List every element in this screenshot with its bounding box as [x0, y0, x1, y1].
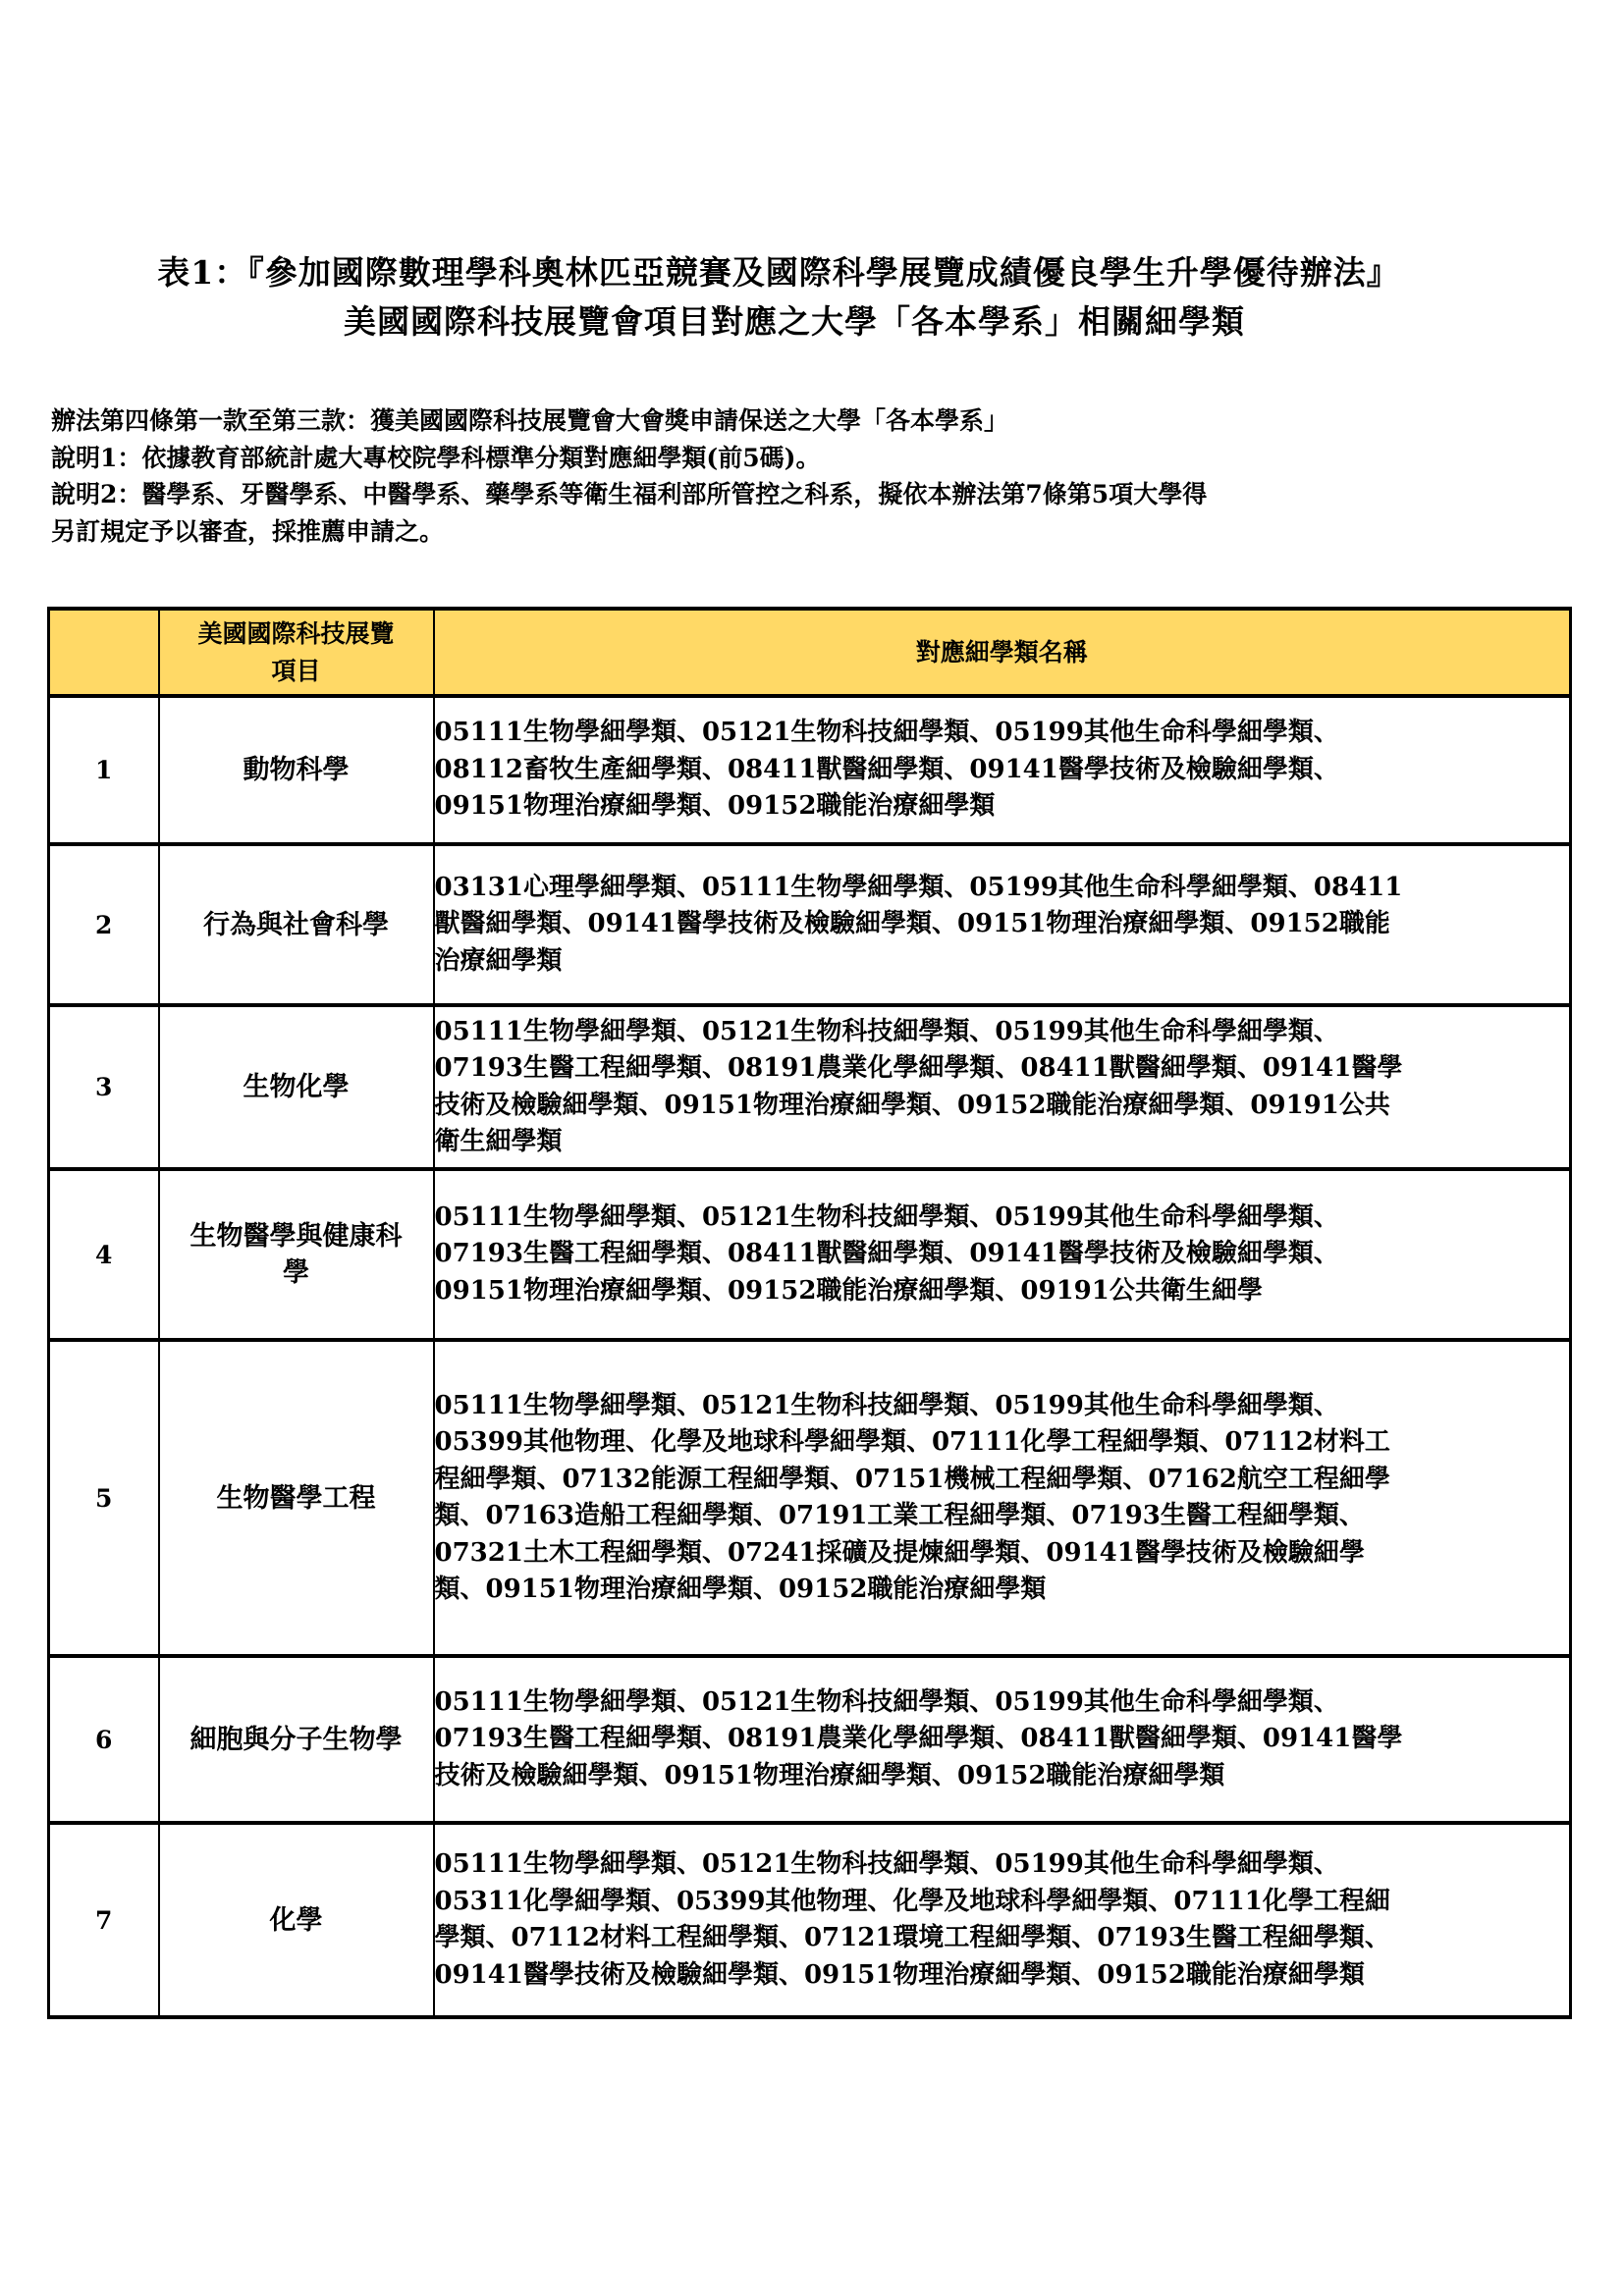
row-categories: [434, 844, 1571, 1005]
document-title-line-1: 表1：『參加國際數理學科奧林匹亞競賽及國際科學展覽成績優良學生升學優待辦法』: [157, 253, 1400, 292]
row-item: [159, 1005, 434, 1169]
notes-section: [51, 402, 1583, 550]
category-line: 技術及檢驗細學類、09151物理治療細學類、09152職能治療細學類、09191公共: [434, 1090, 1390, 1120]
category-line: 03131心理學細學類、05111生物學細學類、05199其他生命科學細學類、08411: [434, 872, 1403, 902]
row-item-line: 細胞與分子生物學: [189, 1724, 403, 1755]
category-line: 07193生醫工程細學類、08191農業化學細學類、08411獸醫細學類、09141醫學: [434, 1053, 1403, 1083]
header-item: [159, 609, 434, 696]
row-item: [159, 1656, 434, 1823]
category-line: 治療細學類: [434, 945, 563, 976]
table-row: [49, 1169, 1571, 1340]
row-item-line: 生物醫學工程: [216, 1482, 376, 1514]
header-categories: 對應細學類名稱: [434, 609, 1571, 696]
row-item-line: 生物化學: [243, 1072, 350, 1102]
category-line: 05399其他物理、化學及地球科學細學類、07111化學工程細學類、07112材料工: [434, 1427, 1390, 1457]
row-categories: [434, 1340, 1571, 1656]
table-body: [49, 696, 1571, 2017]
category-line: 05111生物學細學類、05121生物科技細學類、05199其他生命科學細學類、: [434, 718, 1339, 748]
row-item: [159, 844, 434, 1005]
category-line: 07193生醫工程細學類、08191農業化學細學類、08411獸醫細學類、09141醫學: [434, 1724, 1403, 1754]
table-row: [49, 1340, 1571, 1656]
table-row: [49, 844, 1571, 1005]
category-line: 09151物理治療細學類、09152職能治療細學類、09191公共衛生細學: [434, 1275, 1263, 1306]
row-item: [159, 1823, 434, 2017]
category-line: 07321土木工程細學類、07241採礦及提煉細學類、09141醫學技術及檢驗細學: [434, 1537, 1365, 1568]
note-explanation-2: 說明2：醫學系、牙醫學系、中醫學系、藥學系等衛生福利部所管控之科系，擬依本辦法第7條第5項大學得: [51, 480, 1208, 508]
category-line: 08112畜牧生產細學類、08411獸醫細學類、09141醫學技術及檢驗細學類、: [434, 754, 1339, 784]
row-number: 6: [49, 1656, 159, 1823]
note-explanation-1: 說明1：依據教育部統計處大專校院學科標準分類對應細學類(前5碼)。: [51, 443, 821, 472]
row-categories: [434, 696, 1571, 844]
category-mapping-table: [47, 607, 1572, 2019]
row-categories: [434, 1169, 1571, 1340]
category-line: 05111生物學細學類、05121生物科技細學類、05199其他生命科學細學類、: [434, 1201, 1339, 1232]
header-item-line-2: 項目: [271, 656, 321, 685]
table-header-row: [49, 609, 1571, 696]
category-line: 類、07163造船工程細學類、07191工業工程細學類、07193生醫工程細學類、: [434, 1501, 1365, 1530]
category-line: 類、09151物理治療細學類、09152職能治療細學類: [434, 1575, 1047, 1604]
category-line: 技術及檢驗細學類、09151物理治療細學類、09152職能治療細學類: [434, 1760, 1225, 1790]
row-number: 7: [49, 1823, 159, 2017]
category-line: 05111生物學細學類、05121生物科技細學類、05199其他生命科學細學類、: [434, 1016, 1339, 1046]
category-line: 05111生物學細學類、05121生物科技細學類、05199其他生命科學細學類、: [434, 1390, 1339, 1420]
row-item-line: 動物科學: [243, 755, 350, 785]
row-categories: [434, 1005, 1571, 1169]
row-number: 1: [49, 696, 159, 844]
category-line: 09141醫學技術及檢驗細學類、09151物理治療細學類、09152職能治療細學類: [434, 1959, 1365, 1990]
category-line: 衛生細學類: [434, 1127, 563, 1156]
row-item-line: 學: [283, 1257, 309, 1288]
category-line: 學類、07112材料工程細學類、07121環境工程細學類、07193生醫工程細學類、: [434, 1923, 1390, 1952]
category-line: 07193生醫工程細學類、08411獸醫細學類、09141醫學技術及檢驗細學類、: [434, 1239, 1339, 1269]
document-title-line-2: 美國國際科技展覽會項目對應之大學「各本學系」相關細學類: [344, 302, 1245, 341]
row-item-line: 生物醫學與健康科: [189, 1221, 403, 1252]
category-line: 05111生物學細學類、05121生物科技細學類、05199其他生命科學細學類、: [434, 1849, 1339, 1879]
category-line: 05111生物學細學類、05121生物科技細學類、05199其他生命科學細學類、: [434, 1686, 1339, 1717]
row-number: 5: [49, 1340, 159, 1656]
row-number: 3: [49, 1005, 159, 1169]
category-line: 05311化學細學類、05399其他物理、化學及地球科學細學類、07111化學工程細: [434, 1886, 1390, 1916]
row-item: [159, 1169, 434, 1340]
row-item: [159, 1340, 434, 1656]
row-categories: [434, 1823, 1571, 2017]
row-item-line: 行為與社會科學: [203, 909, 389, 940]
note-explanation-2-continued: 另訂規定予以審查，採推薦申請之。: [51, 516, 445, 546]
table-row: [49, 696, 1571, 844]
row-item: [159, 696, 434, 844]
category-line: 程細學類、07132能源工程細學類、07151機械工程細學類、07162航空工程細學: [434, 1464, 1390, 1494]
row-number: 2: [49, 844, 159, 1005]
row-item-line: 化學: [269, 1904, 323, 1936]
row-number: 4: [49, 1169, 159, 1340]
header-item-line-1: 美國國際科技展覽: [197, 618, 395, 648]
note-article-reference: 辦法第四條第一款至第三款：獲美國國際科技展覽會大會獎申請保送之大學「各本學系」: [51, 406, 1009, 435]
row-categories: [434, 1656, 1571, 1823]
category-line: 09151物理治療細學類、09152職能治療細學類: [434, 791, 996, 822]
category-line: 獸醫細學類、09141醫學技術及檢驗細學類、09151物理治療細學類、09152職能: [434, 909, 1390, 939]
table-row: [49, 1656, 1571, 1823]
table-row: [49, 1823, 1571, 2017]
table-row: [49, 1005, 1571, 1169]
header-number: [49, 609, 159, 696]
